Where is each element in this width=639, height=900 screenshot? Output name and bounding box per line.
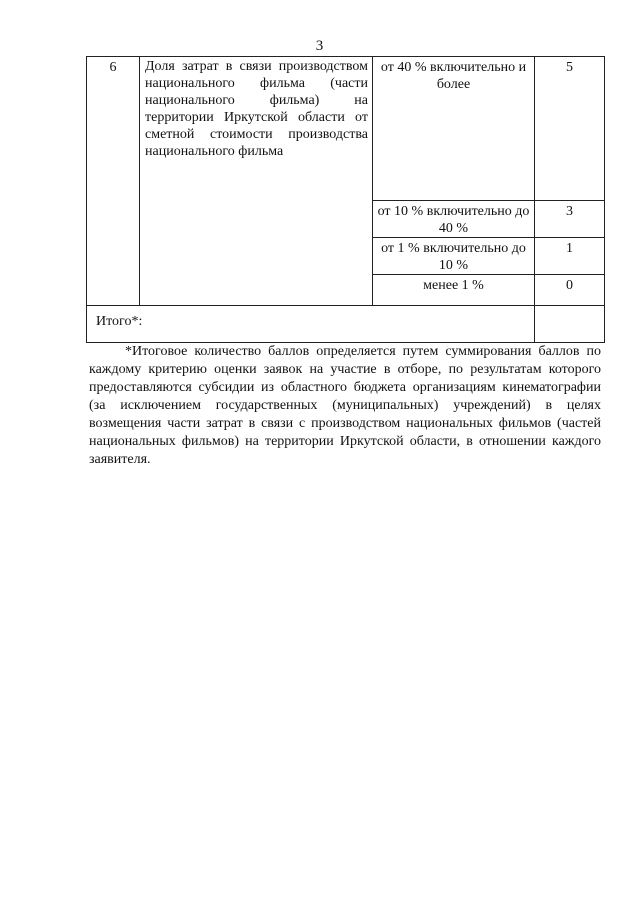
criterion-number: 6 (87, 57, 140, 306)
criteria-table (86, 56, 605, 343)
value-range: от 10 % включительно до 40 % (373, 201, 535, 238)
table-row (87, 57, 605, 201)
footnote: *Итоговое количество баллов определяется путем суммирования баллов по каждому критерию оценки заявок на участие в отборе, по результатам которого предоставляются субсидии из областного бюджета организациям кинематографии (за исключением государственных (муниципальных) учреждений) в целях возмещения части затрат в связи с производством национальных фильмов (частей национальных фильмов) на территории Иркутской области, в отношении каждого заявителя. (89, 344, 601, 467)
points-value: 1 (535, 238, 605, 275)
points-value: 3 (535, 201, 605, 238)
total-label: Итого*: (87, 306, 535, 343)
criterion-description: Доля затрат в связи производством национального фильма (части национального фильма) на территории Иркутской области от сметной стоимости производства национального фильма (145, 59, 368, 159)
criterion-description-cell (140, 57, 373, 306)
value-range: от 1 % включительно до 10 % (373, 238, 535, 275)
total-points (535, 306, 605, 343)
total-row (87, 306, 605, 343)
points-value: 0 (535, 275, 605, 306)
value-range: менее 1 % (373, 275, 535, 306)
page-number: 3 (315, 38, 324, 54)
points-value: 5 (535, 57, 605, 201)
value-range: от 40 % включительно и более (373, 57, 535, 201)
